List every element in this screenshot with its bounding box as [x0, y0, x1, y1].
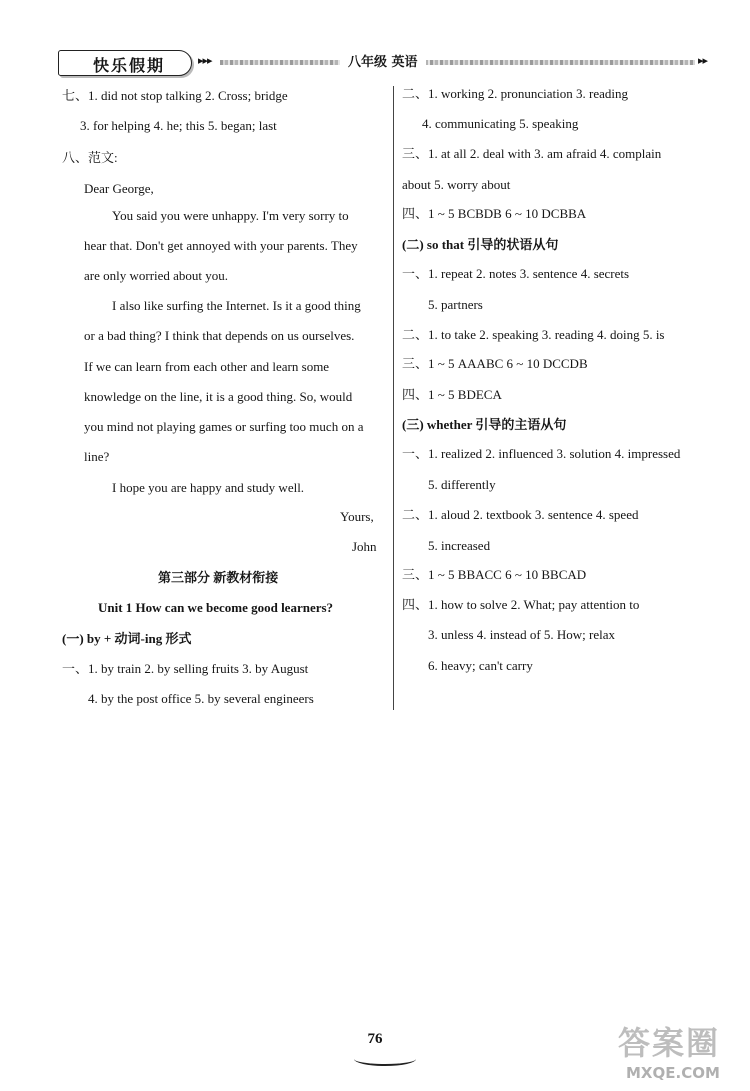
answer-line: 6. heavy; can't carry — [428, 658, 533, 673]
answer-line: 七、1. did not stop talking 2. Cross; bridge — [62, 88, 288, 103]
arrow-decoration-left: ▸▸▸ — [198, 54, 212, 67]
answer-line: 三、1 ~ 5 AAABC 6 ~ 10 DCCDB — [402, 356, 588, 371]
watermark-logo: 答案圈 — [618, 1024, 721, 1062]
letter-line: or a bad thing? I think that depends on us ourselves. — [84, 328, 355, 343]
page-number-ornament — [354, 1052, 416, 1066]
answer-line: 一、1. repeat 2. notes 3. sentence 4. secrets — [402, 266, 630, 281]
page-header — [58, 48, 718, 78]
letter-line: I also like surfing the Internet. Is it a good thing — [112, 298, 361, 313]
answer-line: 四、1 ~ 5 BDECA — [402, 387, 502, 402]
subsection-heading: (三) whether 引导的主语从句 — [402, 417, 567, 432]
answer-line: 四、1. how to solve 2. What; pay attention to — [402, 597, 640, 612]
answer-line: 3. unless 4. instead of 5. How; relax — [428, 627, 616, 642]
watermark-url: MXQE.COM — [626, 1064, 720, 1082]
letter-line: knowledge on the line, it is a good thing. So, would — [84, 389, 353, 404]
answer-line: 5. partners — [428, 297, 483, 312]
answer-line: 二、1. aloud 2. textbook 3. sentence 4. speed — [402, 507, 639, 522]
answer-line: 一、1. by train 2. by selling fruits 3. by August — [62, 661, 309, 676]
answer-line: 三、1 ~ 5 BBACC 6 ~ 10 BBCAD — [402, 567, 587, 582]
answer-line: 一、1. realized 2. influenced 3. solution 4. impressed — [402, 446, 681, 461]
letter-line: line? — [84, 449, 110, 464]
answer-line: 4. by the post office 5. by several engineers — [88, 691, 314, 706]
answer-line: 3. for helping 4. he; this 5. began; last — [80, 118, 277, 133]
answer-line: 5. differently — [428, 477, 496, 492]
grade-subject: 八年级 英语 — [340, 51, 426, 70]
letter-line: If we can learn from each other and learn some — [84, 359, 330, 374]
letter-signature: John — [352, 539, 377, 554]
letter-line: I hope you are happy and study well. — [112, 480, 305, 495]
letter-line: you mind not playing games or surfing too much on a — [84, 419, 364, 434]
unit-heading: Unit 1 How can we become good learners? — [98, 600, 334, 615]
letter-line: You said you were unhappy. I'm very sorry to — [112, 208, 349, 223]
part-heading: 第三部分 新教材衔接 — [158, 570, 279, 585]
column-divider — [393, 86, 394, 710]
title-badge — [58, 50, 192, 76]
subsection-heading: (一) by + 动词-ing 形式 — [62, 631, 192, 646]
answer-line: 二、1. working 2. pronunciation 3. reading — [402, 86, 629, 101]
section-heading: 八、范文: — [62, 150, 118, 165]
answer-line: 二、1. to take 2. speaking 3. reading 4. doing 5. is — [402, 327, 665, 342]
letter-line: hear that. Don't get annoyed with your parents. They — [84, 238, 358, 253]
badge-text: 快乐假期 — [93, 56, 166, 75]
letter-salutation: Dear George, — [84, 181, 154, 196]
arrow-decoration-right: ▸▸ — [698, 54, 708, 67]
letter-closing: Yours, — [340, 509, 374, 524]
answer-line: about 5. worry about — [402, 177, 511, 192]
answer-line: 三、1. at all 2. deal with 3. am afraid 4. complain — [402, 146, 662, 161]
answer-line: 四、1 ~ 5 BCBDB 6 ~ 10 DCBBA — [402, 206, 587, 221]
header-decorative-band — [220, 60, 695, 65]
letter-line: are only worried about you. — [84, 268, 229, 283]
subsection-heading: (二) so that 引导的状语从句 — [402, 237, 559, 252]
answer-line: 4. communicating 5. speaking — [422, 116, 579, 131]
answer-line: 5. increased — [428, 538, 491, 553]
page-number: 76 — [367, 1031, 383, 1047]
